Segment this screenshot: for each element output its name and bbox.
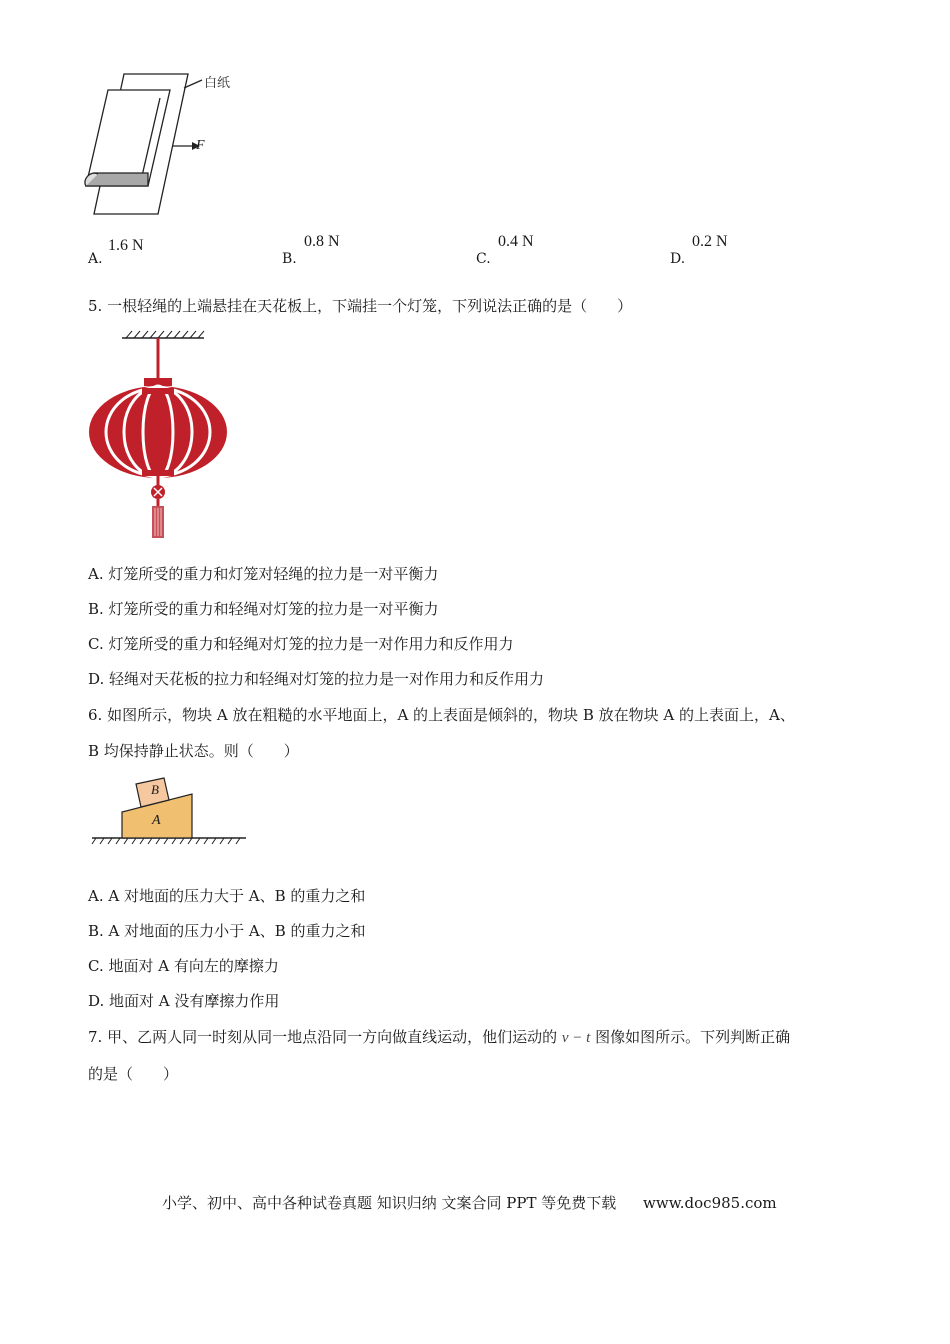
q4-option-d-letter: D. bbox=[670, 251, 686, 267]
q7-stem-line1 bbox=[88, 1027, 790, 1048]
q7-stem-part1: 7. 甲、乙两人同一时刻从同一地点沿同一方向做直线运动，他们运动的 bbox=[88, 1028, 558, 1046]
q4-option-b-letter: B. bbox=[282, 251, 297, 267]
q4-option-c-value: 0.4 N bbox=[498, 233, 534, 250]
q6-option-d: D. 地面对 A 没有摩擦力作用 bbox=[88, 992, 280, 1010]
q4-option-a-value: 1.6 N bbox=[108, 237, 144, 254]
q6-stem-line2: B 均保持静止状态。则（ ） bbox=[88, 742, 299, 760]
q5-option-b: B. 灯笼所受的重力和轻绳对灯笼的拉力是一对平衡力 bbox=[88, 600, 439, 618]
footer-url[interactable]: www.doc985.com bbox=[643, 1194, 777, 1212]
q5-option-a: A. 灯笼所受的重力和灯笼对轻绳的拉力是一对平衡力 bbox=[88, 565, 439, 583]
q5-option-d: D. 轻绳对天花板的拉力和轻绳对灯笼的拉力是一对作用力和反作用力 bbox=[88, 670, 545, 688]
block-a-label: A bbox=[152, 813, 161, 828]
footer-text: 小学、初中、高中各种试卷真题 知识归纳 文案合同 PPT 等免费下载 bbox=[162, 1194, 617, 1212]
q6-stem-line1: 6. 如图所示，物块 A 放在粗糙的水平地面上，A 的上表面是倾斜的，物块 B 放在物块 A 的上表面上，A、 bbox=[88, 706, 795, 724]
q5-option-c: C. 灯笼所受的重力和轻绳对灯笼的拉力是一对作用力和反作用力 bbox=[88, 635, 514, 653]
paper-label: 白纸 bbox=[204, 76, 231, 91]
block-b-label: B bbox=[151, 782, 159, 797]
q6-option-a: A. A 对地面的压力大于 A、B 的重力之和 bbox=[88, 887, 366, 905]
blocks-figure bbox=[88, 772, 250, 852]
q4-option-c-letter: C. bbox=[476, 251, 491, 267]
q4-option-d-value: 0.2 N bbox=[692, 233, 728, 250]
q5-stem: 5. 一根轻绳的上端悬挂在天花板上，下端挂一个灯笼，下列说法正确的是（ ） bbox=[88, 297, 633, 315]
q4-option-a-letter: A. bbox=[88, 251, 103, 267]
q6-option-c: C. 地面对 A 有向左的摩擦力 bbox=[88, 957, 279, 975]
q4-option-b-value: 0.8 N bbox=[304, 233, 340, 250]
q7-stem-part2: 图像如图所示。下列判断正确 bbox=[595, 1028, 791, 1046]
q7-stem-line2: 的是（ ） bbox=[88, 1065, 179, 1083]
page-footer bbox=[162, 1192, 777, 1213]
lantern-figure bbox=[86, 328, 236, 543]
q7-vt-math: v − t bbox=[561, 1030, 591, 1046]
q6-option-b: B. A 对地面的压力小于 A、B 的重力之和 bbox=[88, 922, 366, 940]
force-label: F bbox=[196, 138, 205, 153]
